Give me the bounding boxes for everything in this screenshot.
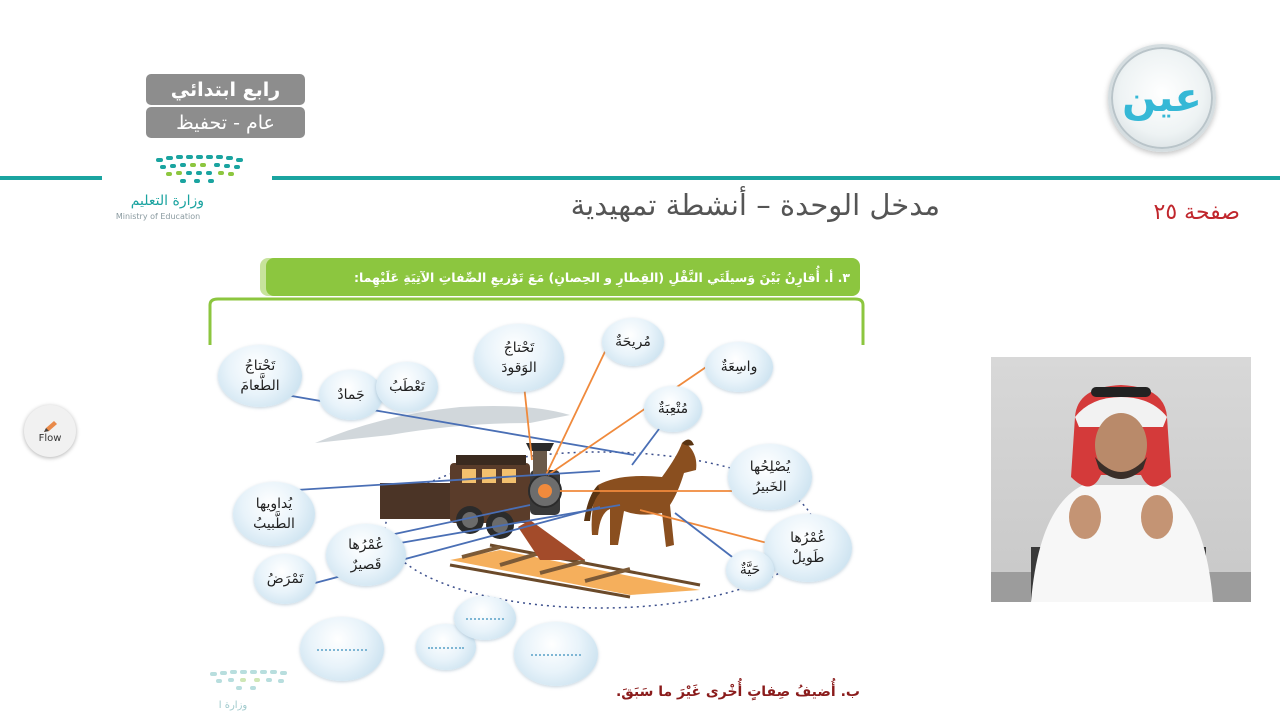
empty-answer-bubble[interactable]: [454, 596, 516, 640]
flow-tool-button[interactable]: [24, 405, 76, 457]
page-number: صفحة ٢٥: [1153, 200, 1240, 225]
bubble-text-line2: الخَبيرُ: [753, 479, 787, 495]
presenter-figure: [991, 357, 1251, 602]
bubble-text-line1: تَحْتاجُ: [244, 357, 276, 374]
bubble-text-line2: الوَقودَ: [501, 360, 537, 376]
bubble-text-line1: جَمادٌ: [337, 386, 365, 403]
question-text: ٣. أ. أُقارِنُ بَيْنَ وَسيلَتَي النَّقْلِ (القِطارِ و الحِصانِ) مَعَ تَوْزيعِ الصِّفاتِ الآتِيَةِ عَلَيْهِما:: [353, 269, 850, 285]
bubble-text-line2: قَصيرٌ: [350, 557, 382, 573]
grade-badge: رابع ابتدائي: [146, 74, 305, 105]
ain-logo-text: عين: [1122, 75, 1202, 121]
ministry-name-english: Ministry of Education: [115, 212, 201, 221]
trait-bubble-inanimate: [319, 370, 383, 420]
empty-answer-bubble[interactable]: [514, 622, 598, 686]
trait-bubble-alive: [726, 550, 774, 590]
bubble-text-line2: الطَّعامَ: [240, 378, 280, 394]
ministry-name: وزارة التعليم: [130, 193, 204, 209]
bubble-text-line1: مُتْعِبَةٌ: [657, 400, 689, 417]
bubble-text-line1: تَحْتاجُ: [503, 339, 535, 356]
teal-divider-right: [272, 176, 1280, 180]
track-badge: عام - تحفيظ: [146, 107, 305, 138]
bubble-text-line2: طَويلٌ: [791, 550, 825, 566]
trait-bubble-short-lifespan: [326, 524, 406, 586]
train-icon: [380, 443, 585, 560]
bubble-text-line1: تَعْطَبُ: [389, 378, 425, 395]
trait-bubble-breaks-down: [376, 362, 438, 412]
trait-bubble-gets-sick: [254, 554, 316, 604]
trait-bubble-needs-food: [218, 345, 302, 407]
empty-answer-bubble[interactable]: [300, 617, 384, 681]
teal-divider-left: [0, 176, 102, 180]
bubble-text-line1: واسِعَةٌ: [720, 358, 758, 375]
bottom-prompt: ب. أُضيفُ صِفاتٍ أُخْرى غَيْرَ ما سَبَقَ.: [615, 684, 860, 700]
bubble-text-line1: عُمْرُها: [790, 529, 826, 546]
bubble-text-line1: مُريحَةٌ: [615, 333, 651, 350]
bubble-text-line1: يُداويها: [255, 495, 293, 512]
bubble-text-line2: الطَّبيبُ: [253, 516, 295, 532]
ain-logo: [1108, 44, 1216, 152]
page-title: مدخل الوحدة – أنشطة تمهيدية: [570, 188, 940, 222]
trait-bubble-long-lifespan: [764, 514, 852, 582]
trait-bubble-needs-fuel: [474, 324, 564, 392]
ministry-watermark-icon: [206, 668, 296, 694]
trait-bubble-tiring: [644, 386, 702, 432]
trait-bubble-comfortable: [602, 318, 664, 366]
question-banner: [266, 258, 860, 296]
presenter-video: [991, 357, 1251, 602]
bubble-text-line1: يُصْلِحُها: [749, 458, 791, 475]
bubble-text-line1: حَيَّةٌ: [739, 561, 761, 578]
flow-label: Flow: [38, 432, 62, 444]
trait-bubble-spacious: [705, 342, 773, 392]
bubble-text-line1: تَمْرَضُ: [266, 570, 304, 587]
ministry-watermark-text: وزارة ا: [218, 700, 248, 711]
trait-bubble-treated-by-doctor: [233, 482, 315, 546]
trait-bubble-repaired-by-expert: [728, 444, 812, 510]
bubble-text-line1: عُمْرُها: [348, 536, 384, 553]
ministry-logo-icon: [150, 152, 250, 190]
